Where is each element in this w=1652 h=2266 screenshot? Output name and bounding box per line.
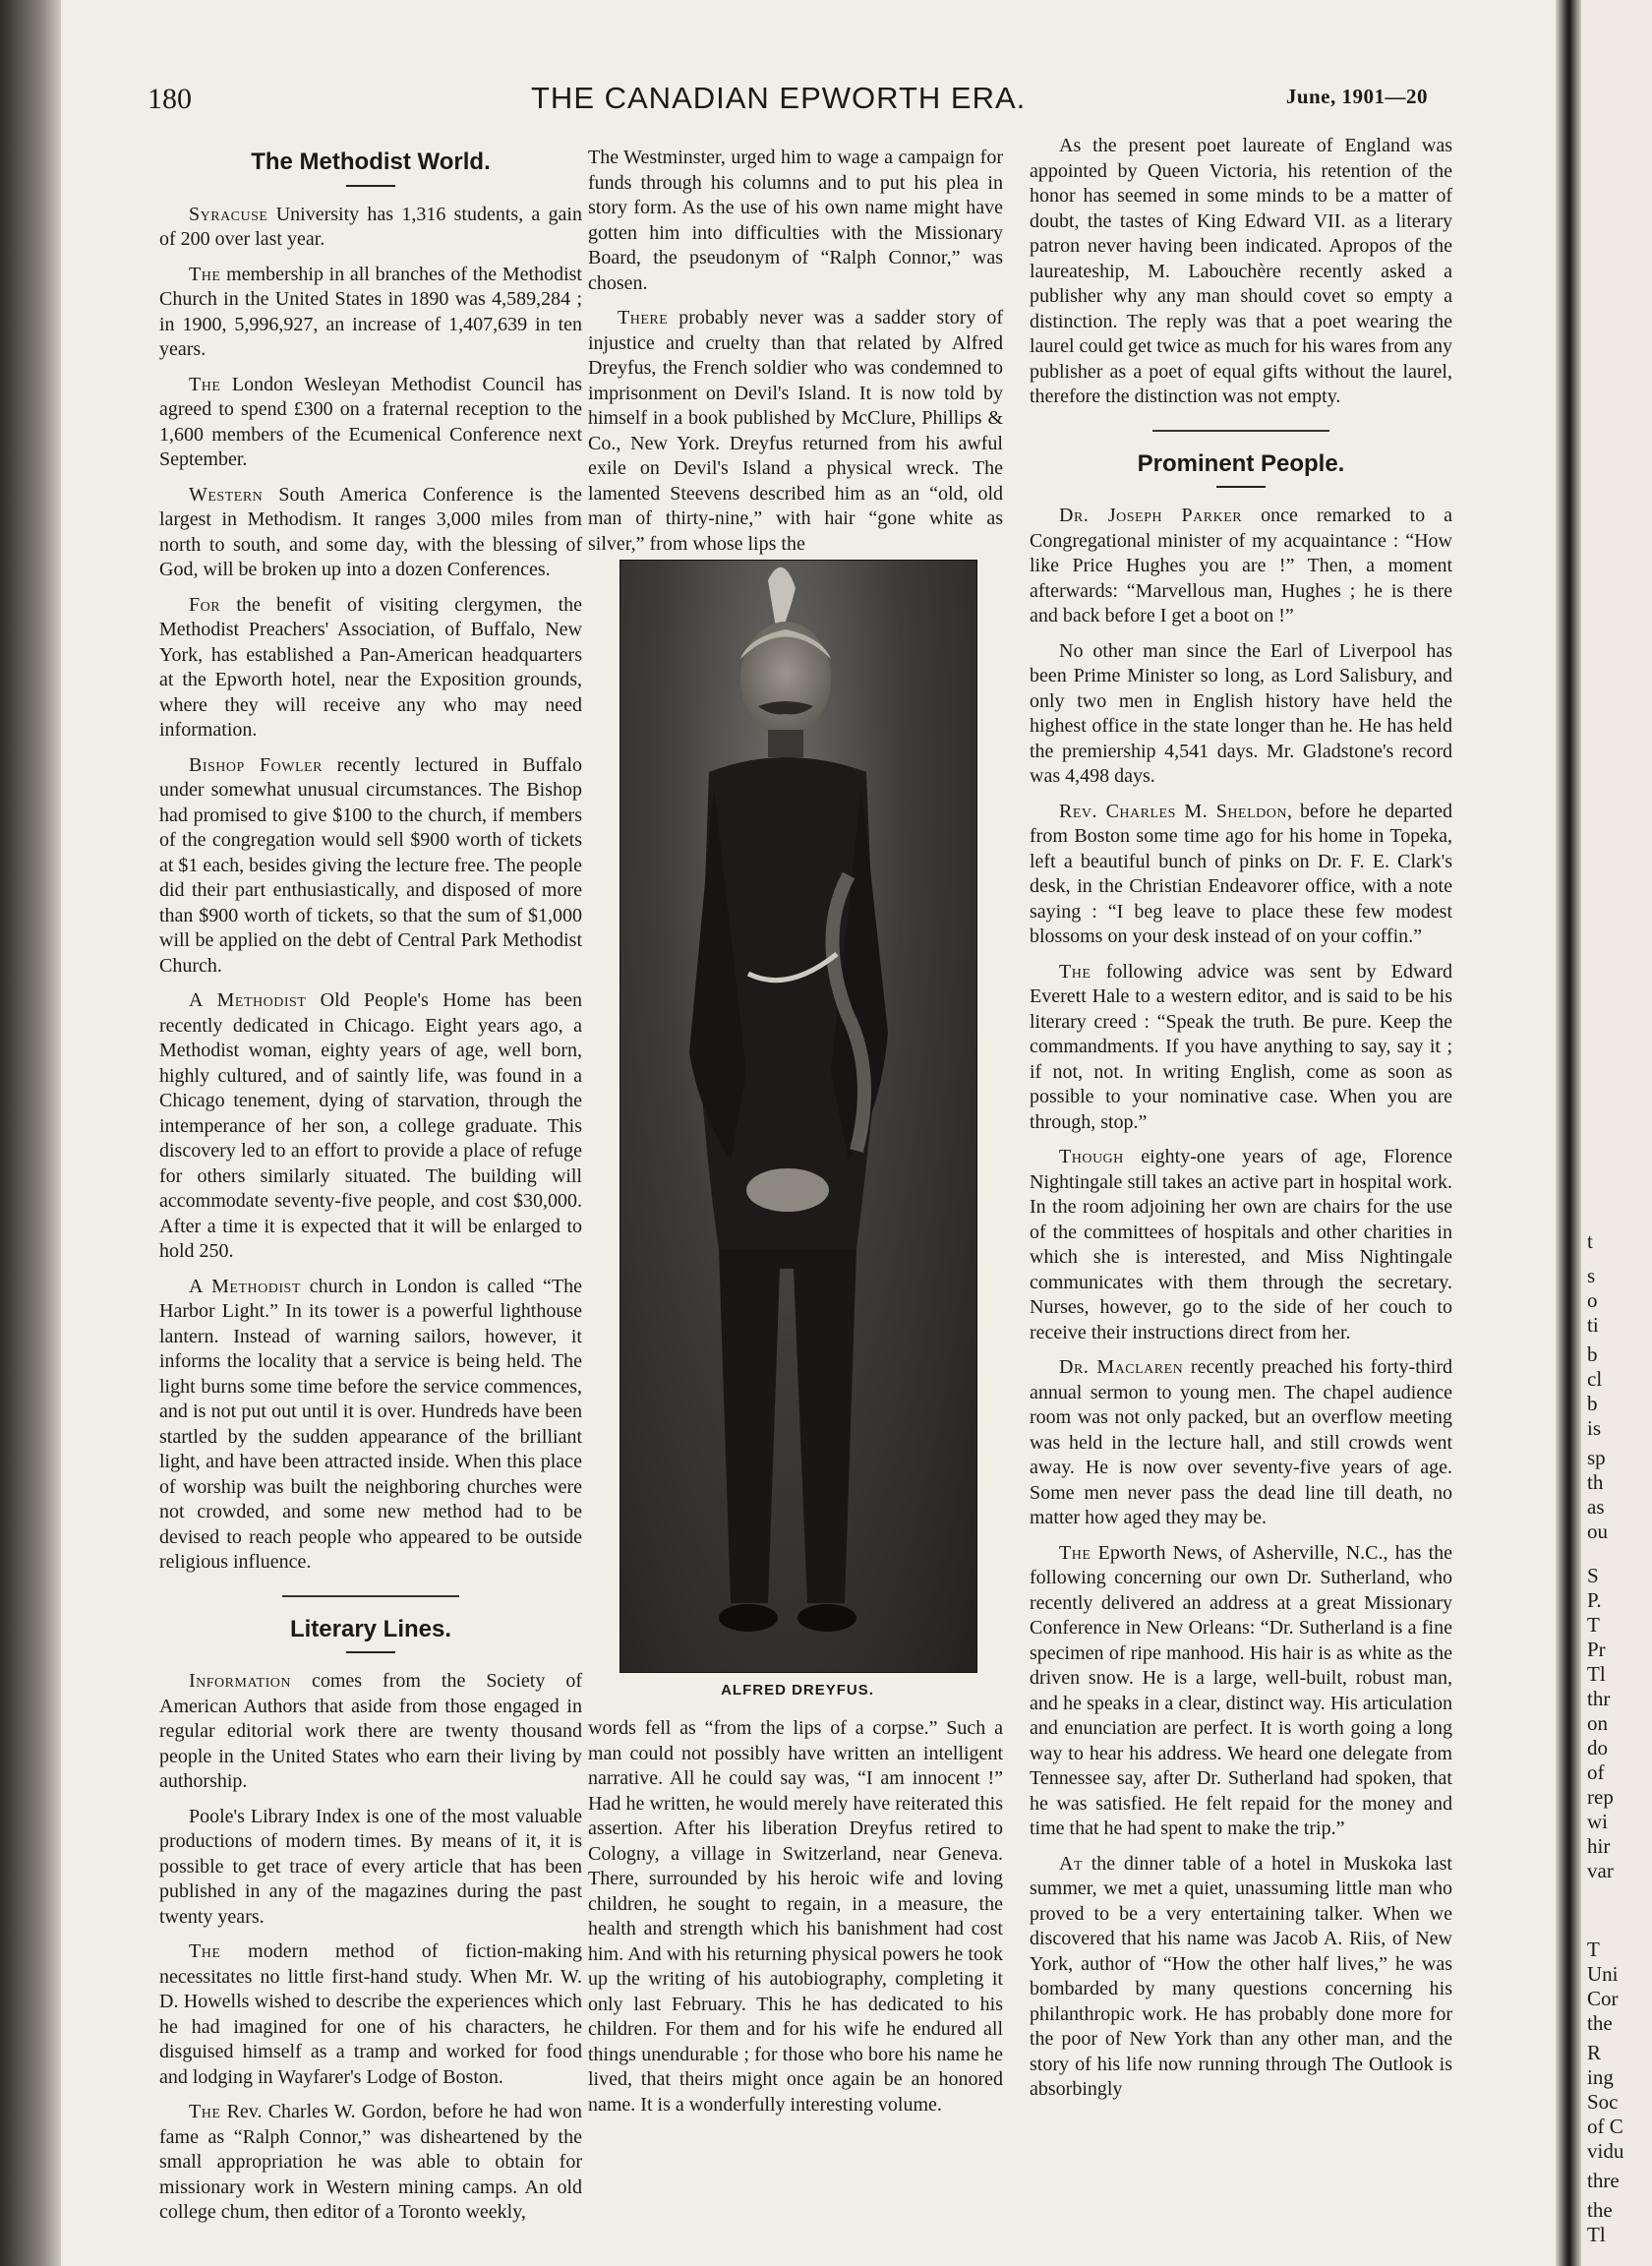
article-paragraph bbox=[1030, 800, 1452, 950]
paragraph-text: once remarked to a Congregational minister of my acquaintance : “How like Price Hughes you are !” Then, a moment afterwards: “Marvellous man, Hughes ; he is there and back before I get a boot on !” bbox=[1030, 505, 1452, 626]
column-3 bbox=[1030, 134, 1452, 2113]
article-paragraph bbox=[159, 373, 582, 473]
paragraph-text: words fell as “from the lips of a corpse.” Such a man could not possibly have written an intelligent narrative. All he could say was, “I am innocent !” Had he written, he would merely have reiterated this assertion. After his liberation Dreyfus retired to Cologny, a village in Switzerland, near Geneva. There, surrounded by his heroic wife and loving children, he sought to regain, in a measure, the health and strength which his banishment had cost him. And with his returning physical powers he took up the writing of his autobiography, completing it only last February. This he has dedicated to his children. For them and for his wife he endured all things unendurable ; for those who bore his name he lived, that theirs might once again be an honored name. It is a wonderfully interesting volume. bbox=[588, 1717, 1003, 2116]
paragraph-lead: Western bbox=[189, 483, 264, 506]
paragraph-lead: Rev. Charles M. Sheldon bbox=[1059, 800, 1287, 822]
article-paragraph bbox=[1030, 1145, 1452, 1345]
adjacent-page-fragment: vidu bbox=[1587, 2139, 1624, 2163]
article-paragraph bbox=[159, 203, 582, 253]
adjacent-page-fragment: wi bbox=[1587, 1810, 1608, 1833]
paragraph-lead: Dr. Joseph Parker bbox=[1059, 505, 1243, 526]
paragraph-lead: A Methodist bbox=[189, 1275, 301, 1297]
adjacent-page-fragment: rep bbox=[1587, 1785, 1614, 1809]
adjacent-page-fragment: Tl bbox=[1587, 2223, 1606, 2246]
heading-rule bbox=[1216, 486, 1266, 488]
paragraph-text: University has 1,316 students, a gain of 200 over last year. bbox=[159, 203, 582, 250]
article-paragraph bbox=[588, 306, 1003, 557]
article-paragraph bbox=[159, 483, 582, 583]
paragraph-text: probably never was a sadder story of injustice and cruelty than that related by Alfred Dreyfus, the French soldier who was condemned to imprisonment on Devil's Island. It is now told by himself in a book published by McClure, Phillips & Co., New York. Dreyfus returned from his awful exile on Devil's Island a physical wreck. The lamented Steevens described him as an “old, old man of thirty-nine,” with hair “gone white as silver,” from whose lips the bbox=[588, 307, 1003, 555]
paragraph-text: recently preached his forty-third annual sermon to young men. The chapel audience room was not only packed, but an overflow meeting was held in the lecture hall, and still crowds went away. He is now over seventy-five years of age. Some men never pass the dead line till death, no matter how aged they may be. bbox=[1030, 1356, 1452, 1528]
adjacent-page-fragment: b bbox=[1587, 1342, 1598, 1366]
heading-rule bbox=[346, 1651, 395, 1653]
paragraph-lead: The bbox=[189, 263, 221, 285]
article-paragraph bbox=[588, 146, 1003, 296]
adjacent-page-fragment: on bbox=[1587, 1711, 1608, 1735]
article-paragraph bbox=[159, 263, 582, 363]
adjacent-page-fragment: Uni bbox=[1587, 1962, 1619, 1986]
adjacent-page-fragment: o bbox=[1587, 1288, 1598, 1312]
article-paragraph bbox=[159, 1669, 582, 1795]
article-paragraph bbox=[1030, 504, 1452, 629]
paragraph-lead: At bbox=[1059, 1852, 1083, 1875]
column-2-bottom-body bbox=[588, 1716, 1003, 2117]
adjacent-page-fragment: s bbox=[1587, 1264, 1596, 1287]
portrait-photo bbox=[620, 560, 977, 1673]
article-paragraph bbox=[159, 593, 582, 744]
column-2-top bbox=[588, 146, 1003, 566]
article-paragraph bbox=[159, 753, 582, 980]
page-number: 180 bbox=[148, 83, 192, 115]
paragraph-lead: Information bbox=[189, 1670, 291, 1692]
paragraph-lead: The bbox=[189, 1940, 221, 1962]
adjacent-page bbox=[1581, 0, 1652, 2266]
adjacent-page-fragment: T bbox=[1587, 1938, 1600, 1961]
paragraph-lead: There bbox=[618, 307, 669, 328]
methodist-world-body bbox=[159, 203, 582, 1576]
article-paragraph bbox=[1030, 1355, 1452, 1531]
paragraph-text: As the present poet laureate of England was appointed by Queen Victoria, his retention of the honor has seemed in some minds to be a matter of doubt, the tastes of King Edward VII. as a literary patron never having been indicated. Apropos of the laureateship, M. Labouchère recently asked a publisher why any man should covet so empty a distinction. The reply was that a poet wearing the laurel could get twice as much for his wares from any publisher as a poet of equal gifts without the laurel, therefore the distinction was not empty. bbox=[1030, 135, 1452, 407]
adjacent-page-fragment: Pr bbox=[1587, 1638, 1606, 1661]
article-paragraph bbox=[1030, 639, 1452, 790]
column-3-top-body bbox=[1030, 134, 1452, 410]
paragraph-text: following advice was sent by Edward Everett Hale to a western editor, and is said to be his literary creed : “Speak the truth. Be pure. Keep the commandments. If you have anything to say, say it ; if not, not. In writing English, come as soon as possible to your nominative case. When you are through, stop.” bbox=[1030, 960, 1452, 1133]
photo-caption: ALFRED DREYFUS. bbox=[721, 1682, 874, 1699]
article-paragraph bbox=[1030, 134, 1452, 410]
adjacent-page-fragment: ing bbox=[1587, 2065, 1614, 2089]
paragraph-lead: The bbox=[1059, 960, 1092, 983]
paragraph-text: modern method of fiction-making necessitates no little first-hand study. When Mr. W. D. Howells wished to describe the experiences which he had imagined for one of his characters, he disguised himself as a tramp and worked for food and lodging in Wayfarer's Lodge of Boston. bbox=[159, 1940, 582, 2088]
adjacent-page-fragment: cl bbox=[1587, 1367, 1603, 1391]
paragraph-text: eighty-one years of age, Florence Nightingale still takes an active part in hospital work. In the room adjoining her own are chairs for the use of the committees of hospitals and other charities in which she is interested, and Miss Nightingale communicates with them through the secretary. Nurses, however, go to the side of her couch to receive their instructions direct from her. bbox=[1030, 1146, 1452, 1343]
adjacent-page-fragment: of bbox=[1587, 1760, 1605, 1784]
adjacent-page-fragment: is bbox=[1587, 1416, 1602, 1440]
adjacent-page-fragment: t bbox=[1587, 1229, 1593, 1253]
section-heading-prominent-people: Prominent People. bbox=[1137, 449, 1345, 477]
article-paragraph bbox=[159, 2100, 582, 2226]
paragraph-lead: The bbox=[189, 2101, 221, 2122]
prominent-people-body bbox=[1030, 504, 1452, 2103]
journal-title: THE CANADIAN EPWORTH ERA. bbox=[531, 81, 1027, 115]
portrait-figure bbox=[620, 561, 976, 1672]
literary-lines-body bbox=[159, 1669, 582, 2226]
article-paragraph bbox=[159, 1275, 582, 1576]
adjacent-page-fragment: R bbox=[1587, 2041, 1602, 2064]
paragraph-text: the dinner table of a hotel in Muskoka last summer, we met a quiet, unassuming little man who proved to be a very entertaining talker. When we discovered that his name was Jacob A. Riis, of New York, author of “How the other half lives,” he was bombarded by many questions concerning his philanthropic work. He has probably done more for the poor of New York than any other man, and the story of his life now running through The Outlook is absorbingly bbox=[1030, 1852, 1452, 2100]
adjacent-page-fragment: Cor bbox=[1587, 1987, 1619, 2010]
adjacent-page-fragment: sp bbox=[1587, 1446, 1606, 1469]
paragraph-text: the benefit of visiting clergymen, the Methodist Preachers' Association, of Buffalo, New York, has established a Pan-American headquarters at the Epworth hotel, near the Exposition grounds, where they will receive any who may need information. bbox=[159, 593, 582, 741]
paragraph-lead: The bbox=[189, 373, 221, 395]
issue-date: June, 1901—20 bbox=[1285, 85, 1428, 108]
adjacent-page-fragment: T bbox=[1587, 1613, 1600, 1637]
adjacent-page-fragment: do bbox=[1587, 1736, 1608, 1759]
paragraph-lead: For bbox=[189, 593, 221, 616]
heading-rule bbox=[346, 185, 395, 187]
article-paragraph bbox=[159, 1939, 582, 2090]
paragraph-lead: Dr. Maclaren bbox=[1059, 1356, 1184, 1378]
article-paragraph bbox=[159, 988, 582, 1265]
adjacent-page-fragment: of C bbox=[1587, 2115, 1623, 2138]
paragraph-text: Poole's Library Index is one of the most valuable productions of modern times. By means of it, it is possible to get trace of every article that has been published in any of the magazines during the past twenty years. bbox=[159, 1805, 582, 1928]
page-gutter bbox=[1556, 0, 1581, 2266]
page-header bbox=[148, 81, 1446, 120]
adjacent-page-fragment: the bbox=[1587, 2011, 1613, 2035]
column-1 bbox=[159, 146, 582, 2236]
adjacent-page-fragment: Soc bbox=[1587, 2090, 1619, 2114]
section-divider bbox=[1152, 430, 1329, 432]
adjacent-page-fragment: S bbox=[1587, 1564, 1599, 1587]
paragraph-text: No other man since the Earl of Liverpool has been Prime Minister so long, as Lord Salisbury, and only two men in English history have held the highest office in the state longer than he. He has held the premiership 4,541 days. Mr. Gladstone's record was 4,498 days. bbox=[1030, 639, 1452, 787]
paragraph-text: Rev. Charles W. Gordon, before he had won fame as “Ralph Connor,” was disheartened by the small appropriation he was able to obtain for missionary work in Western mining camps. An old college chum, then editor of a Toronto weekly, bbox=[159, 2101, 582, 2223]
paragraph-text: London Wesleyan Methodist Council has agreed to spend £300 on a fraternal reception to the 1,600 members of the Ecumenical Conference next September. bbox=[159, 373, 582, 470]
paragraph-lead: Syracuse bbox=[189, 203, 268, 225]
article-paragraph bbox=[588, 1716, 1003, 2117]
adjacent-page-fragment: thr bbox=[1587, 1687, 1611, 1710]
paragraph-text: The Westminster, urged him to wage a campaign for funds through his columns and to put his plea in story form. As the use of his own name might have gotten him into difficulties with the Missionary Board, the pseudonym of “Ralph Connor,” was chosen. bbox=[588, 147, 1003, 294]
paragraph-lead: A Methodist bbox=[189, 989, 307, 1011]
adjacent-page-fragment: var bbox=[1587, 1859, 1614, 1882]
paragraph-text: comes from the Society of American Authors that aside from those engaged in regular editorial work there are twenty thousand people in the United States who earn their living by authorship. bbox=[159, 1670, 582, 1792]
paragraph-text: South America Conference is the largest in Methodism. It ranges 3,000 miles from north to south, and some day, with the blessing of God, will be broken up into a dozen Conferences. bbox=[159, 483, 582, 580]
paragraph-text: church in London is called “The Harbor Light.” In its tower is a powerful lighthouse lantern. Instead of warning sailors, however, it informs the locality that a service is being held. The light burns some time before the service commences, and is not put out until it is over. Hundreds have been startled by the sudden appearance of the brilliant light, and have been attracted inside. When this place of worship was built the neighboring churches were not crowded, and some new method had to be devised to reach people who appeared to be outside religious influence. bbox=[159, 1275, 582, 1573]
article-paragraph bbox=[1030, 1852, 1452, 2103]
article-paragraph bbox=[159, 1805, 582, 1931]
paragraph-lead: The bbox=[1059, 1541, 1092, 1564]
adjacent-page-fragment: ou bbox=[1587, 1520, 1608, 1543]
paragraph-lead: Bishop Fowler bbox=[189, 753, 323, 776]
adjacent-page-fragment: b bbox=[1587, 1392, 1598, 1415]
adjacent-page-fragment: hir bbox=[1587, 1834, 1611, 1858]
adjacent-page-fragment: as bbox=[1587, 1495, 1605, 1519]
paragraph-text: recently lectured in Buffalo under somewhat unusual circumstances. The Bishop had promised to give $100 to the church, if members of the congregation would sell $900 worth of tickets at $1 each, besides giving the lecture free. The people did their part enthusiastically, and disposed of more than $900 worth of tickets, so that the sum of $1,000 will be applied on the debt of Central Park Methodist Church. bbox=[159, 753, 583, 977]
adjacent-page-fragment: P. bbox=[1587, 1588, 1602, 1612]
paragraph-text: Epworth News, of Asherville, N.C., has the following concerning our own Dr. Sutherland, who recently delivered an address at a great Missionary Conference in New Orleans: “Dr. Sutherland is a fine specimen of ripe manhood. His hair is as white as the driven snow. He is a large, well-built, robust man, and he speaks in a clear, distinct way. His articulation and enunciation are perfect. It is worth going a long way to hear his address. We heard one delegate from Tennessee say, after Dr. Sutherland had spoken, that he was satisfied. He felt repaid for the money and time that he had spent to make the trip.” bbox=[1030, 1541, 1452, 1839]
adjacent-page-fragment: ti bbox=[1587, 1313, 1599, 1337]
column-2-bottom bbox=[588, 1716, 1003, 2127]
section-divider bbox=[282, 1595, 459, 1597]
adjacent-page-fragment: thre bbox=[1587, 2169, 1620, 2192]
article-paragraph bbox=[1030, 1541, 1452, 1842]
paragraph-text: membership in all branches of the Methodist Church in the United States in 1890 was 4,589,284 ; in 1900, 5,996,927, an increase of 1,407,639 in ten years. bbox=[159, 263, 582, 360]
adjacent-page-fragment: the bbox=[1587, 2198, 1613, 2222]
adjacent-page-fragment: Tl bbox=[1587, 1662, 1606, 1686]
section-heading-methodist-world: The Methodist World. bbox=[251, 149, 491, 175]
paragraph-lead: Though bbox=[1059, 1146, 1124, 1167]
paragraph-text: , before he departed from Boston some time ago for his home in Topeka, left a beautiful bunch of pinks on Dr. F. E. Clark's desk, in the Christian Endeavorer office, with a note saying : “I beg leave to place these few modest blossoms on your desk instead of on your coffin.” bbox=[1030, 800, 1452, 947]
column-2-top-body bbox=[588, 146, 1003, 557]
article-paragraph bbox=[1030, 960, 1452, 1136]
book-binding bbox=[0, 0, 61, 2266]
paragraph-text: Old People's Home has been recently dedicated in Chicago. Eight years ago, a Methodist woman, eighty years of age, well born, highly cultured, and of saintly life, was found in a Chicago tenement, dying of starvation, through the intemperance of her son, a college graduate. This discovery led to an effort to provide a place of refuge for others similarly situated. The building will accommodate seventy-five people, and cost $30,000. After a time it is expected that it will be enlarged to hold 250. bbox=[159, 989, 582, 1262]
adjacent-page-fragment: th bbox=[1587, 1470, 1604, 1494]
section-heading-literary-lines: Literary Lines. bbox=[289, 1615, 452, 1642]
